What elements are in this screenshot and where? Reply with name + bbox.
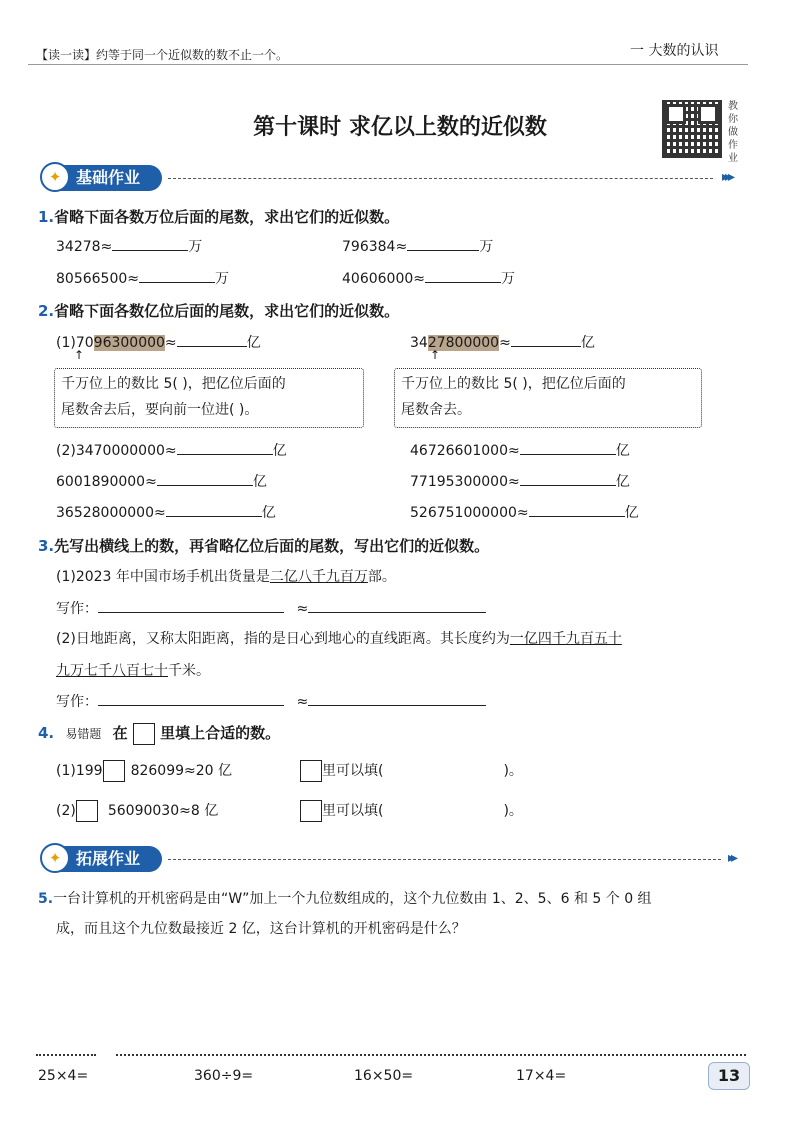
answer-blank[interactable] bbox=[407, 236, 479, 251]
qr-code-icon[interactable] bbox=[662, 100, 722, 158]
answer-blank[interactable] bbox=[139, 268, 215, 283]
q1-item-2: 796384≈ 万 bbox=[342, 236, 493, 256]
question-5-line2: 成，而且这个九位数最接近 2 亿，这台计算机的开机密码是什么？ bbox=[56, 921, 466, 937]
answer-blank[interactable] bbox=[529, 502, 625, 517]
question-1-stem: 1.省略下面各数万位后面的尾数，求出它们的近似数。 bbox=[38, 208, 400, 226]
q2-part1-right: 3427800000≈ 亿 bbox=[410, 332, 595, 352]
lightbulb-icon: ✦ bbox=[40, 162, 70, 192]
section-divider bbox=[168, 178, 713, 179]
fill-box[interactable] bbox=[76, 800, 98, 822]
question-2-stem: 2.省略下面各数亿位后面的尾数，求出它们的近似数。 bbox=[38, 302, 400, 320]
lightbulb-icon: ✦ bbox=[40, 843, 70, 873]
page-number: 13 bbox=[708, 1062, 750, 1090]
q4-row-2-fill: 里可以填( )。 bbox=[300, 800, 523, 822]
box-icon bbox=[300, 800, 322, 822]
hint-right-line-2: 尾数舍去。 bbox=[401, 402, 471, 418]
header-rule bbox=[28, 64, 748, 65]
answer-blank[interactable] bbox=[157, 471, 253, 486]
answer-blank[interactable] bbox=[98, 598, 284, 613]
q3-part2-line1: (2)日地距离，又称太阳距离，指的是日心到地心的直线距离。其长度约为一亿四千九百五十 bbox=[56, 631, 622, 647]
q3-part1: (1)2023 年中国市场手机出货量是二亿八千九百万部。 bbox=[56, 569, 396, 585]
answer-blank[interactable] bbox=[511, 332, 581, 347]
fill-box[interactable] bbox=[103, 760, 125, 782]
q4-row-1-fill: 里可以填( )。 bbox=[300, 760, 523, 782]
section-basic-label: 基础作业 bbox=[76, 168, 141, 187]
q1-item-4: 40606000≈ 万 bbox=[342, 268, 515, 288]
q2-item-1: (2)3470000000≈ 亿 bbox=[56, 440, 287, 460]
q1-item-3: 80566500≈ 万 bbox=[56, 268, 229, 288]
up-arrow-icon: ↑ bbox=[430, 348, 441, 362]
q3-write-2: 写作： ≈ bbox=[56, 691, 486, 711]
answer-area[interactable] bbox=[56, 945, 746, 1045]
answer-blank[interactable] bbox=[177, 440, 273, 455]
hint-left-line-2: 尾数舍去后，要向前一位进( )。 bbox=[61, 402, 259, 418]
question-3-stem: 3.先写出横线上的数，再省略亿位后面的尾数，写出它们的近似数。 bbox=[38, 537, 490, 555]
q2-part1-left: (1)7096300000≈ 亿 bbox=[56, 332, 261, 352]
q2-item-5: 36528000000≈ 亿 bbox=[56, 502, 276, 522]
q3-part2-line2: 九万七千八百七十千米。 bbox=[56, 663, 210, 679]
answer-blank[interactable] bbox=[112, 236, 188, 251]
q3-write-1: 写作： ≈ bbox=[56, 598, 486, 618]
q1-item-1: 34278≈ 万 bbox=[56, 236, 202, 256]
up-arrow-icon: ↑ bbox=[74, 348, 85, 362]
mental-calc-4: 17×4= bbox=[516, 1068, 567, 1084]
section-extended-homework bbox=[44, 846, 162, 872]
answer-blank[interactable] bbox=[425, 268, 501, 283]
question-5-line1: 5.一台计算机的开机密码是由“W”加上一个九位数组成的，这个九位数由 1、2、5、6 和 5 个 0 组 bbox=[38, 891, 652, 907]
unit-title: 一 大数的认识 bbox=[630, 43, 719, 59]
mental-calc-3: 16×50= bbox=[354, 1068, 414, 1084]
answer-blank[interactable] bbox=[520, 471, 616, 486]
section-divider bbox=[168, 859, 721, 860]
mental-calc-1: 25×4= bbox=[38, 1068, 89, 1084]
q2-item-3: 6001890000≈ 亿 bbox=[56, 471, 267, 491]
box-icon bbox=[133, 723, 155, 745]
q2-item-6: 526751000000≈ 亿 bbox=[410, 502, 639, 522]
error-prone-tag: 易错题 bbox=[65, 727, 102, 741]
reading-tip: 【读一读】约等于同一个近似数的数不止一个。 bbox=[36, 48, 289, 62]
double-arrow-icon: ▸▸ bbox=[728, 850, 735, 866]
hint-box-left bbox=[54, 368, 364, 428]
answer-blank[interactable] bbox=[520, 440, 616, 455]
section-extended-label: 拓展作业 bbox=[76, 849, 141, 868]
answer-blank[interactable] bbox=[177, 332, 247, 347]
q2-item-2: 46726601000≈ 亿 bbox=[410, 440, 630, 460]
hint-left-line-1: 千万位上的数比 5( )，把亿位后面的 bbox=[61, 376, 286, 392]
qr-caption: 教你做作业 bbox=[728, 101, 738, 164]
hint-box-right bbox=[394, 368, 702, 428]
double-arrow-icon: ▸▸▸ bbox=[722, 169, 732, 185]
answer-blank[interactable] bbox=[308, 598, 486, 613]
q2-item-4: 77195300000≈ 亿 bbox=[410, 471, 630, 491]
section-basic-homework bbox=[44, 165, 162, 191]
box-icon bbox=[300, 760, 322, 782]
answer-blank[interactable] bbox=[308, 691, 486, 706]
answer-blank[interactable] bbox=[98, 691, 284, 706]
lesson-title: 第十课时 求亿以上数的近似数 bbox=[253, 115, 547, 140]
q4-row-1: (1)199 826099≈20 亿 bbox=[56, 760, 232, 782]
hint-right-line-1: 千万位上的数比 5( )，把亿位后面的 bbox=[401, 376, 626, 392]
footer-divider bbox=[36, 1054, 96, 1056]
mental-calc-2: 360÷9= bbox=[194, 1068, 254, 1084]
footer-divider bbox=[116, 1054, 746, 1056]
question-4-stem: 4. 易错题 在 里填上合适的数。 bbox=[38, 722, 280, 745]
answer-blank[interactable] bbox=[166, 502, 262, 517]
q4-row-2: (2) 56090030≈8 亿 bbox=[56, 800, 218, 822]
